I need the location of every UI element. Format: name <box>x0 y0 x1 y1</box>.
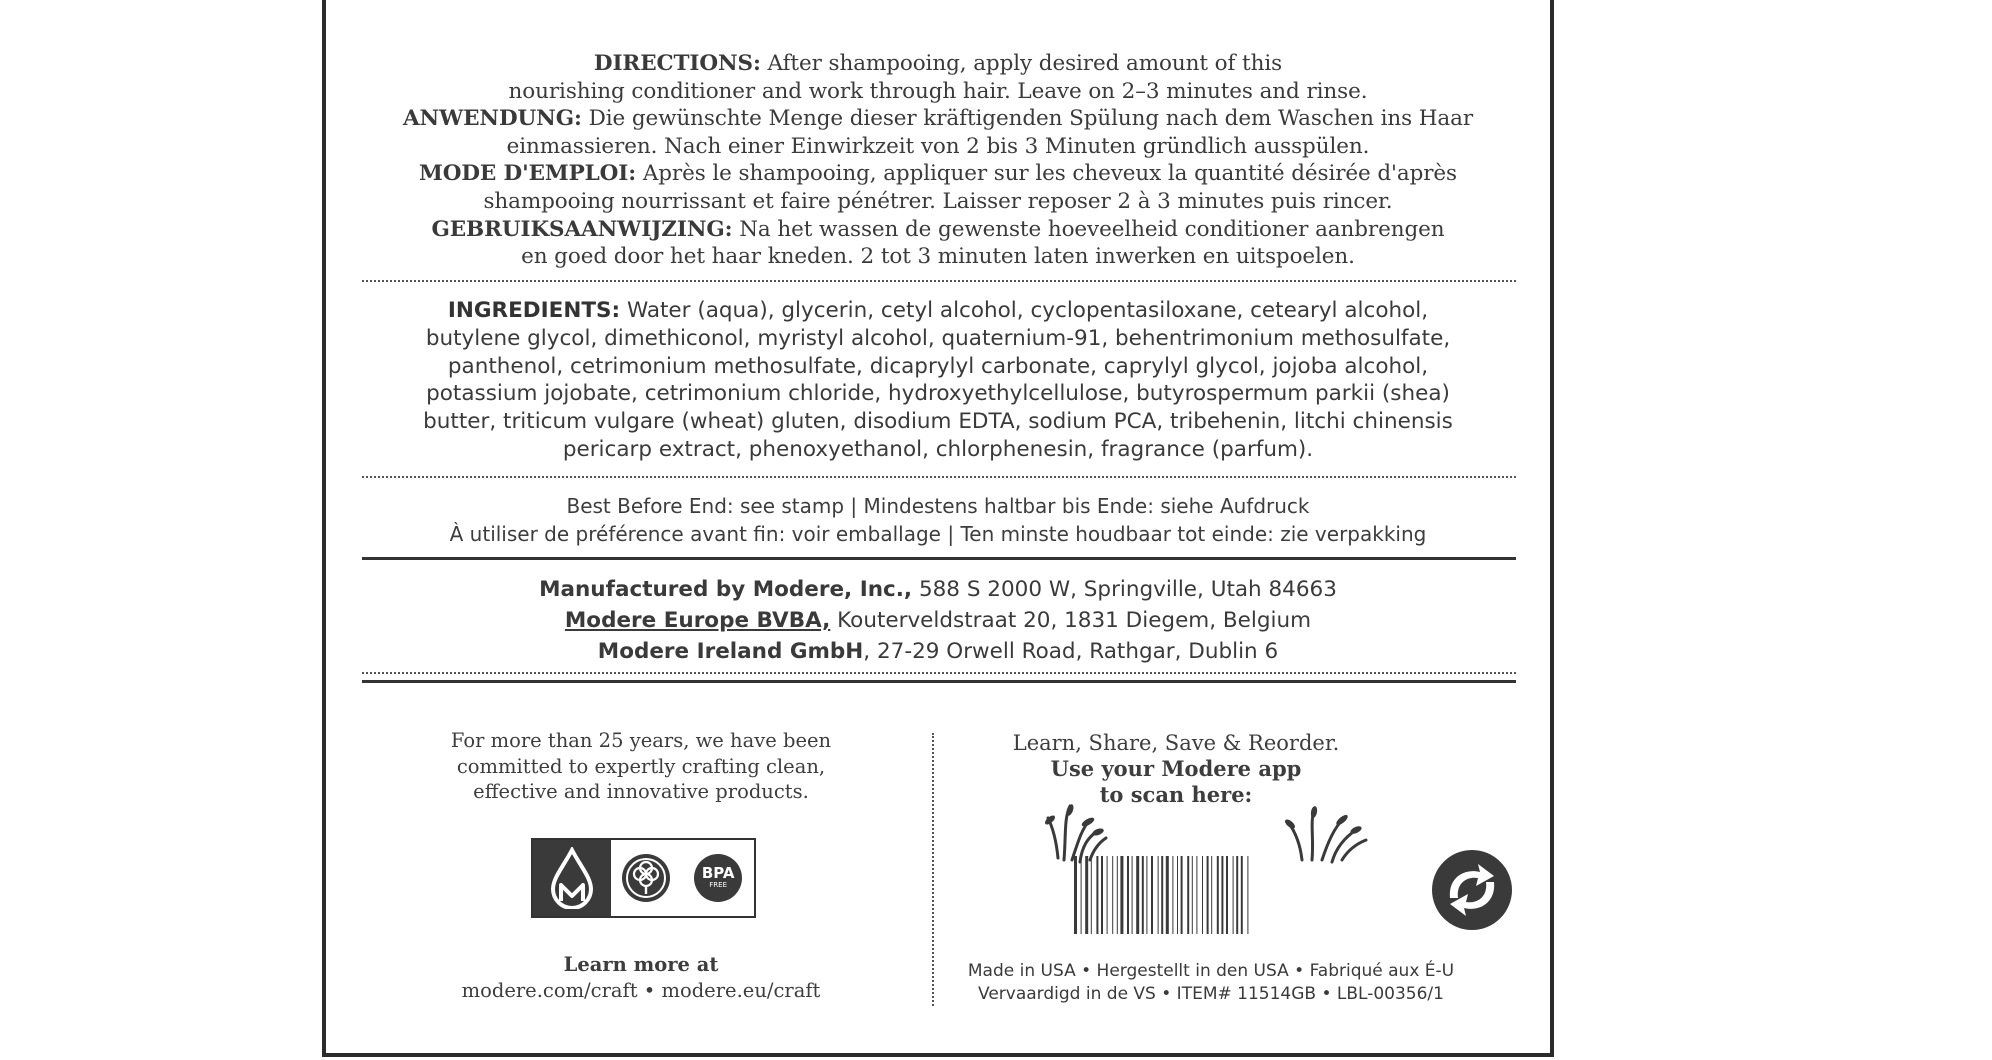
best-before-line-2: À utiliser de préférence avant fin: voir emballage | Ten minste houdbaar tot einde: zie verpakking <box>449 522 1427 546</box>
origin-line-2: Vervaardigd in de VS • ITEM# 11514GB • LBL-00356/1 <box>978 984 1444 1004</box>
app-scan-text <box>946 730 1406 808</box>
origin-info <box>946 960 1476 1006</box>
product-label <box>322 0 1554 1057</box>
certification-badges <box>531 838 756 918</box>
app-line-2: Use your Modere app <box>1050 756 1302 781</box>
manufacturer-us: Manufactured by Modere, Inc., 588 S 2000 W, Springville, Utah 84663 <box>539 577 1337 602</box>
learn-more-label: Learn more at <box>563 953 719 976</box>
vertical-dotted-divider <box>932 733 934 1006</box>
craft-line-3: effective and innovative products. <box>473 780 809 804</box>
directions-fr-line-1: MODE D'EMPLOI: Après le shampooing, appliquer sur les cheveux la quantité désirée d'après <box>419 161 1457 187</box>
ingredients-line-2: butylene glycol, dimethiconol, myristyl alcohol, quaternium-91, behentrimonium methosulfate, <box>425 325 1451 351</box>
green-dot-recycle-icon <box>1430 848 1514 932</box>
craft-line-1: For more than 25 years, we have been <box>450 729 832 752</box>
ingredients-line-4: potassium jojobate, cetrimonium chloride, hydroxyethylcellulose, butyrospermum parkii (shea) <box>426 381 1450 407</box>
app-line-3: to scan here: <box>1099 782 1253 807</box>
ingredients-line-6: pericarp extract, phenoxyethanol, chlorphenesin, fragrance (parfum). <box>562 436 1314 462</box>
bpa-free-icon <box>682 840 754 916</box>
learn-more-links[interactable]: modere.com/craft • modere.eu/craft <box>461 979 821 1002</box>
manufacturer-ie: Modere Ireland GmbH, 27-29 Orwell Road, Rathgar, Dublin 6 <box>597 639 1279 664</box>
craft-statement <box>426 728 856 805</box>
manufacturer-section <box>336 574 1540 667</box>
barcode-icon[interactable] <box>1044 798 1384 936</box>
dotted-divider-2 <box>362 476 1516 478</box>
directions-fr-line-2: shampooing nourrissant et faire pénétrer. Laisser reposer 2 à 3 minutes puis rincer. <box>483 188 1393 214</box>
manufacturer-eu: Modere Europe BVBA, Kouterveldstraat 20, 1831 Diegem, Belgium <box>564 608 1312 633</box>
best-before-section <box>336 492 1540 548</box>
directions-de-line-1: ANWENDUNG: Die gewünschte Menge dieser kräftigenden Spülung nach dem Waschen ins Haar <box>402 106 1474 132</box>
directions-en-line-1: DIRECTIONS: After shampooing, apply desired amount of this <box>593 51 1283 76</box>
cotton-icon <box>611 840 683 916</box>
craft-line-2: committed to expertly crafting clean, <box>456 754 826 778</box>
directions-nl-line-2: en goed door het haar kneden. 2 tot 3 minuten laten inwerken en uitspoelen. <box>521 244 1355 270</box>
origin-line-1: Made in USA • Hergestellt in den USA • Fabriqué aux É-U <box>967 961 1455 981</box>
bpa-free-badge: BPA FREE <box>694 854 742 902</box>
ingredients-section <box>336 297 1540 464</box>
directions-section <box>336 50 1540 271</box>
app-line-1: Learn, Share, Save & Reorder. <box>1012 731 1340 755</box>
modere-drop-icon <box>533 840 611 916</box>
directions-nl-line-1: GEBRUIKSAANWIJZING: Na het wassen de gewenste hoeveelheid conditioner aanbrengen <box>431 216 1445 242</box>
directions-en-line-2: nourishing conditioner and work through hair. Leave on 2–3 minutes and rinse. <box>508 78 1368 104</box>
ingredients-line-5: butter, triticum vulgare (wheat) gluten, disodium EDTA, sodium PCA, tribehenin, litchi chinensis <box>423 409 1453 435</box>
solid-divider-2 <box>362 680 1516 683</box>
best-before-line-1: Best Before End: see stamp | Mindestens haltbar bis Ende: siehe Aufdruck <box>566 494 1310 518</box>
dotted-divider-3 <box>362 672 1516 674</box>
ingredients-line-1: INGREDIENTS: Water (aqua), glycerin, cetyl alcohol, cyclopentasiloxane, cetearyl alcohol, <box>447 298 1429 323</box>
ingredients-line-3: panthenol, cetrimonium methosulfate, dicaprylyl carbonate, caprylyl glycol, jojoba alcohol, <box>447 353 1429 379</box>
learn-more-section <box>426 952 856 1004</box>
solid-divider-1 <box>362 557 1516 560</box>
directions-de-line-2: einmassieren. Nach einer Einwirkzeit von 2 bis 3 Minuten gründlich ausspülen. <box>506 133 1370 159</box>
dotted-divider-1 <box>362 280 1516 282</box>
